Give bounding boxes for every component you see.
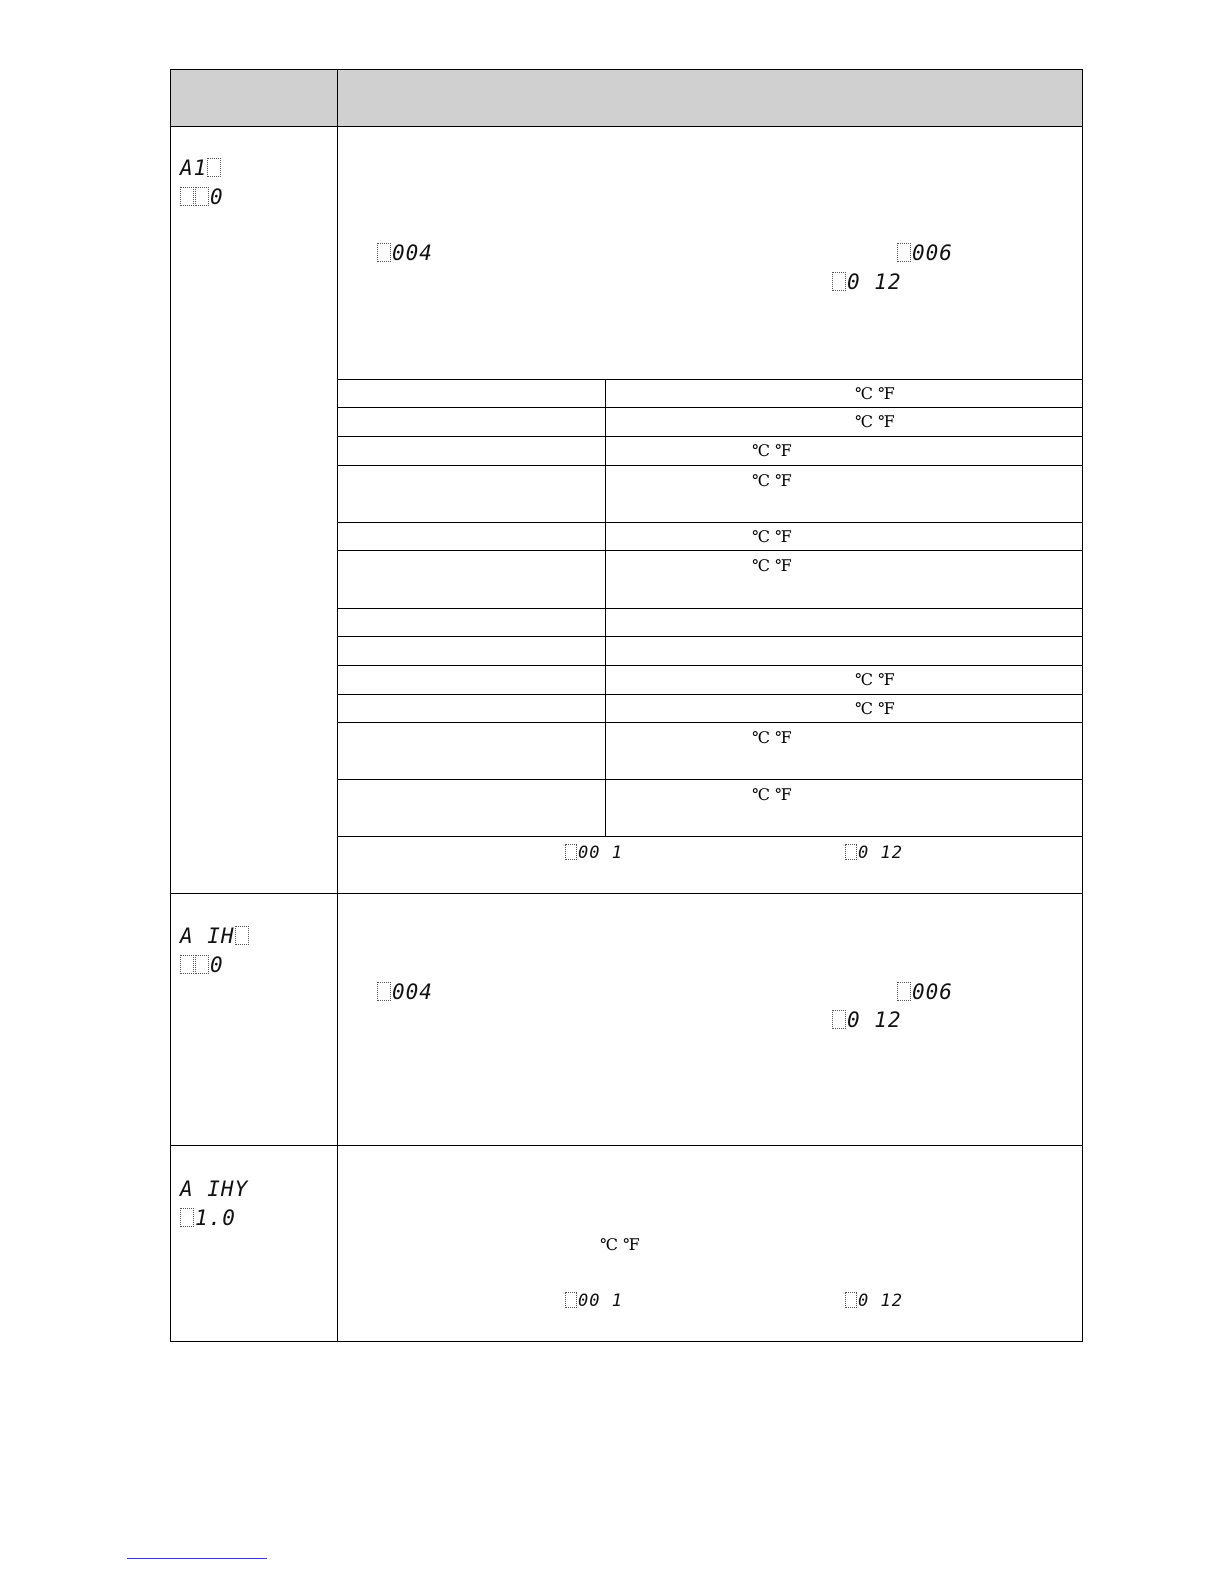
subtable-line <box>337 636 1082 637</box>
subtable-line <box>337 550 1082 551</box>
subtable-line <box>337 694 1082 695</box>
subtable-line <box>337 436 1082 437</box>
param-a1h-readout-3: 0 12 <box>832 1009 902 1031</box>
param-a1-footer-readout-2: 0 12 <box>845 844 903 862</box>
unit-label: ℃ ℉ <box>752 441 792 460</box>
table-header <box>171 70 1082 127</box>
subtable-line <box>337 836 1082 837</box>
param-a1-footer-readout-1: 00 1 <box>565 844 623 862</box>
subtable-line <box>337 407 1082 408</box>
table-top-border <box>171 69 1082 70</box>
unit-label: ℃ ℉ <box>752 527 792 546</box>
unit-label: ℃ ℉ <box>752 728 792 747</box>
param-a1h-readout-1: 004 <box>377 981 433 1003</box>
unit-label: ℃ ℉ <box>855 670 895 689</box>
param-a1-readout-2: 006 <box>897 242 953 264</box>
unit-label: ℃ ℉ <box>752 556 792 575</box>
unit-label: ℃ ℉ <box>855 412 895 431</box>
header-bottom-border <box>171 126 1082 127</box>
param-a1h-value: 0 <box>180 954 224 976</box>
table-right-border <box>1082 69 1083 1342</box>
subtable-column-divider <box>605 379 606 836</box>
subtable-line <box>337 779 1082 780</box>
subtable-line <box>337 608 1082 609</box>
subtable-line <box>337 665 1082 666</box>
param-a1hy-readout-2: 0 12 <box>845 1292 903 1310</box>
subtable-line <box>337 465 1082 466</box>
subtable-line <box>337 522 1082 523</box>
row-a1h-bottom-border <box>171 1145 1082 1146</box>
column-divider <box>337 69 338 1342</box>
row-a1-bottom-border <box>171 893 1082 894</box>
subtable-line <box>337 379 1082 380</box>
subtable-line <box>337 722 1082 723</box>
param-a1h-code: A IH <box>180 925 250 947</box>
param-a1-readout-3: 0 12 <box>832 271 902 293</box>
param-a1-readout-1: 004 <box>377 242 433 264</box>
footer-underline <box>127 1558 267 1559</box>
table-bottom-border <box>171 1341 1082 1342</box>
param-a1hy-unit: ℃ ℉ <box>600 1235 640 1254</box>
param-a1hy-readout-1: 00 1 <box>565 1292 623 1310</box>
table-left-border <box>170 69 171 1342</box>
unit-label: ℃ ℉ <box>855 384 895 403</box>
param-a1-value: 0 <box>180 186 224 208</box>
param-a1hy-code: A IHY <box>180 1177 249 1201</box>
param-a1-code: A1 <box>180 157 222 179</box>
param-a1h-readout-2: 006 <box>897 981 953 1003</box>
unit-label: ℃ ℉ <box>752 785 792 804</box>
param-a1hy-value: 1.0 <box>180 1207 236 1229</box>
unit-label: ℃ ℉ <box>752 471 792 490</box>
unit-label: ℃ ℉ <box>855 699 895 718</box>
